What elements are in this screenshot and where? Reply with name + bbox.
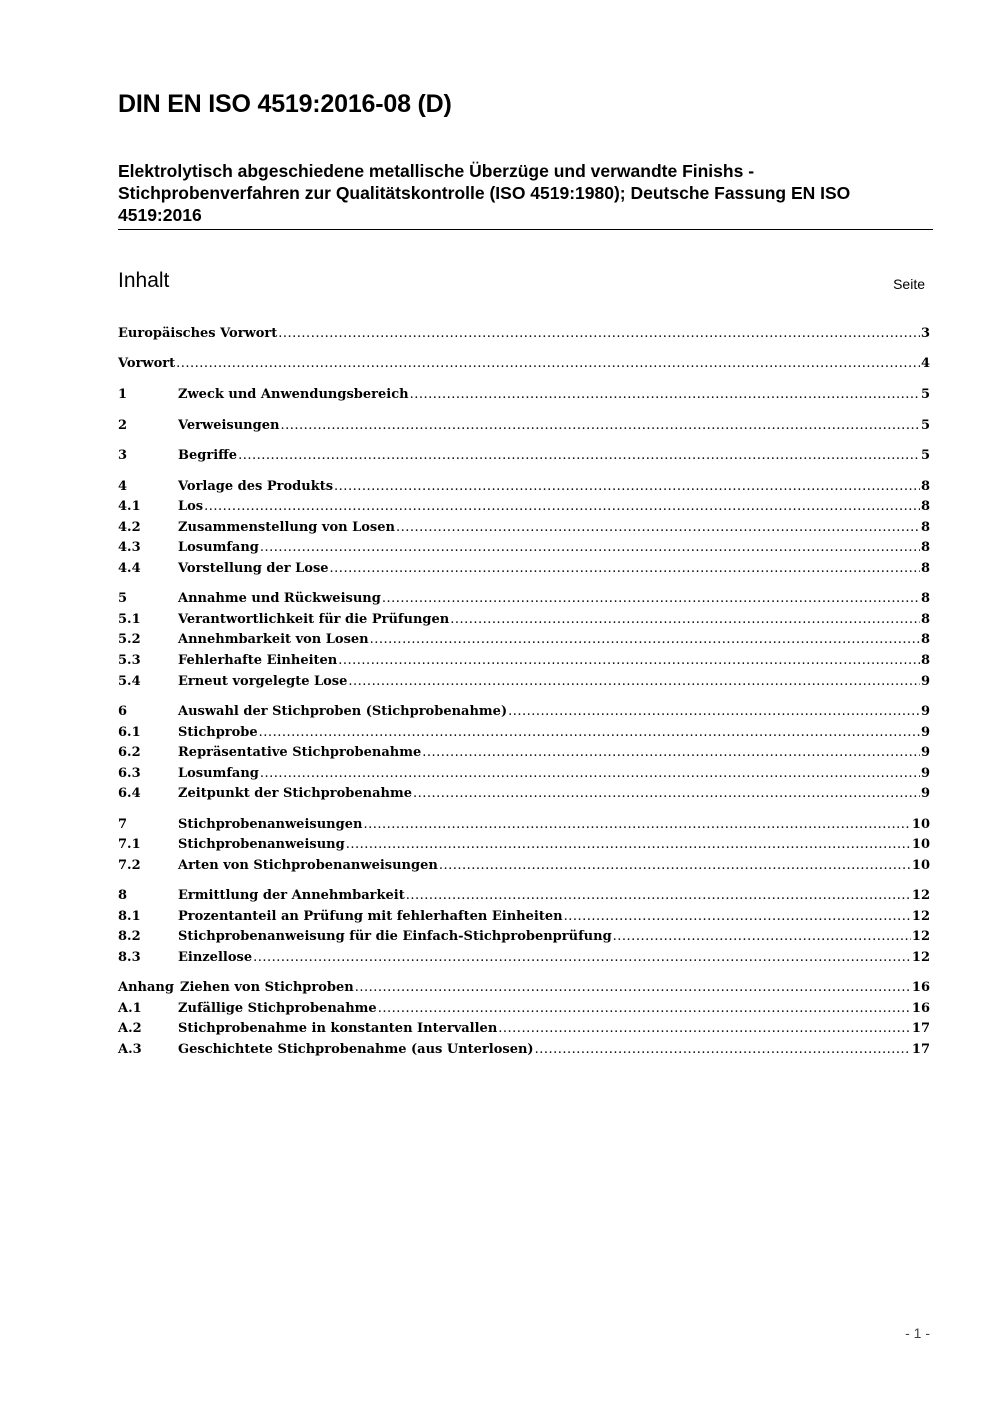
toc-entry-number: 6.2 [118, 745, 141, 760]
toc-entry-number: 7.1 [118, 837, 141, 852]
toc-entry-page: 8 [920, 632, 930, 647]
toc-entry[interactable] [118, 1001, 930, 1021]
footer-page-number: - 1 - [905, 1325, 930, 1341]
toc-entry-page: 8 [920, 653, 930, 668]
toc-entry-leader [382, 591, 920, 606]
toc-entry[interactable] [118, 1021, 930, 1041]
toc-entry-title: Arten von Stichprobenanweisungen [178, 858, 438, 873]
toc-entry-leader [260, 766, 920, 781]
toc-entry[interactable] [118, 766, 930, 786]
toc-entry-number: 8 [118, 888, 128, 903]
toc-entry-title: Stichprobenanweisung [178, 837, 345, 852]
toc-entry-title: Ziehen von Stichproben [179, 980, 354, 995]
toc-entry-page: 9 [920, 766, 930, 781]
toc-entry-title: Losumfang [178, 540, 259, 555]
toc-entry-number: A.3 [118, 1042, 142, 1057]
toc-entry-page: 8 [920, 499, 930, 514]
toc-entry-number: 7.2 [118, 858, 141, 873]
toc-entry-leader [330, 561, 920, 576]
toc-entry[interactable] [118, 418, 930, 438]
toc-entry-title: Verantwortlichkeit für die Prüfungen [178, 612, 450, 627]
toc-entry-page: 9 [920, 725, 930, 740]
toc-entry[interactable] [118, 950, 930, 970]
toc-entry-number: 4.4 [118, 561, 141, 576]
toc-entry-title: Repräsentative Stichprobenahme [178, 745, 422, 760]
toc-entry[interactable] [118, 980, 930, 1000]
toc-entry-number: 5.1 [118, 612, 141, 627]
toc-entry-number: 3 [118, 448, 128, 463]
toc-entry-title: Prozentanteil an Prüfung mit fehlerhaften Einheiten [178, 909, 563, 924]
toc-entry-leader [396, 520, 920, 535]
toc-entry-number: 6 [118, 704, 128, 719]
toc-entry-title: Annahme und Rückweisung [178, 591, 381, 606]
toc-entry-title: Einzellose [178, 950, 253, 965]
toc-entry-page: 5 [920, 387, 930, 402]
toc-entry[interactable] [118, 929, 930, 949]
toc-entry-page: 8 [920, 561, 930, 576]
toc-entry-page: 10 [911, 817, 930, 832]
toc-entry-title: Losumfang [178, 766, 259, 781]
toc-entry[interactable] [118, 858, 930, 878]
toc-entry-title: Erneut vorgelegte Lose [178, 674, 348, 689]
toc-entry[interactable] [118, 499, 930, 519]
toc-entry-number: 4.2 [118, 520, 141, 535]
toc-entry-page: 16 [911, 980, 930, 995]
document-title: DIN EN ISO 4519:2016-08 (D) [118, 90, 452, 118]
toc-entry-page: 8 [920, 479, 930, 494]
toc-entry-number: 5 [118, 591, 128, 606]
toc-entry-number: 7 [118, 817, 128, 832]
toc-entry-page: 5 [920, 418, 930, 433]
toc-entry-title: Ermittlung der Annehmbarkeit [178, 888, 405, 903]
toc-entry[interactable] [118, 520, 930, 540]
toc-entry[interactable] [118, 479, 930, 499]
toc-entry[interactable] [118, 674, 930, 694]
toc-entry-number: 8.1 [118, 909, 141, 924]
toc-entry[interactable] [118, 326, 930, 346]
toc-entry-title: Fehlerhafte Einheiten [178, 653, 338, 668]
toc-entry-title: Vorstellung der Lose [178, 561, 329, 576]
toc-entry[interactable] [118, 356, 930, 376]
toc-entry-leader [334, 479, 920, 494]
toc-entry-number: 5.4 [118, 674, 141, 689]
toc-entry-leader [413, 786, 920, 801]
toc-entry-number: 8.3 [118, 950, 141, 965]
toc-entry-page: 8 [920, 520, 930, 535]
toc-entry-page: 9 [920, 674, 930, 689]
toc-entry-number: Anhang [118, 980, 174, 995]
toc-entry-page: 17 [911, 1042, 930, 1057]
toc-entry-leader [410, 387, 920, 402]
toc-entry[interactable] [118, 786, 930, 806]
toc-heading: Inhalt [118, 269, 170, 292]
toc-entry-leader [346, 837, 911, 852]
toc-entry-page: 10 [911, 837, 930, 852]
toc-entry-leader [355, 980, 911, 995]
toc-entry-page: 8 [920, 612, 930, 627]
toc-entry[interactable] [118, 540, 930, 560]
toc-entry-page: 5 [920, 448, 930, 463]
toc-entry-leader [204, 499, 920, 514]
toc-entry-title: Europäisches Vorwort [118, 326, 278, 341]
toc-entry-leader [370, 632, 920, 647]
toc-entry[interactable] [118, 837, 930, 857]
toc-entry-title: Zusammenstellung von Losen [178, 520, 395, 535]
toc-entry-number: 4 [118, 479, 128, 494]
toc-entry-title: Los [178, 499, 204, 514]
toc-entry-title: Begriffe [178, 448, 238, 463]
toc-entry-leader [508, 704, 920, 719]
toc-entry-leader [348, 674, 920, 689]
toc-entry[interactable] [118, 1042, 930, 1062]
toc-entry-title: Stichprobenahme in konstanten Intervallen [178, 1021, 498, 1036]
toc-entry-leader [260, 540, 920, 555]
toc-entry-title: Geschichtete Stichprobenahme (aus Unterlosen) [178, 1042, 534, 1057]
toc-entry-leader [450, 612, 920, 627]
toc-entry-title: Verweisungen [178, 418, 280, 433]
toc-entry-number: 6.1 [118, 725, 141, 740]
toc-entry[interactable] [118, 704, 930, 724]
toc-entry-number: 5.3 [118, 653, 141, 668]
toc-entry-title: Vorwort [118, 356, 176, 371]
toc-entry-number: 4.1 [118, 499, 141, 514]
toc-entry-title: Stichprobe [178, 725, 258, 740]
toc-entry-leader [238, 448, 920, 463]
document-subtitle: Elektrolytisch abgeschiedene metallische Überzüge und verwandte Finishs - Stichprobenverfahren zur Qualitätskontrolle (ISO 4519:1980); Deutsche Fassung EN ISO 4519:2016 [118, 161, 851, 225]
toc-entry-page: 17 [911, 1021, 930, 1036]
toc-entry[interactable] [118, 448, 930, 468]
toc-entry-number: 1 [118, 387, 128, 402]
toc-entry-page: 8 [920, 540, 930, 555]
toc-entry-title: Vorlage des Produkts [178, 479, 334, 494]
toc-entry-leader [338, 653, 920, 668]
toc-entry-page: 9 [920, 786, 930, 801]
toc-entry-number: 5.2 [118, 632, 141, 647]
toc-entry[interactable] [118, 909, 930, 929]
toc-entry-leader [363, 817, 910, 832]
toc-entry-number: A.1 [118, 1001, 142, 1016]
toc-entry-leader [406, 888, 911, 903]
toc-entry-number: A.2 [118, 1021, 142, 1036]
toc-entry-page: 12 [911, 909, 930, 924]
toc-page-label: Seite [893, 276, 925, 292]
toc-entry-title: Annehmbarkeit von Losen [178, 632, 369, 647]
toc-entry-page: 8 [920, 591, 930, 606]
title-divider [118, 229, 933, 230]
toc-entry-leader [422, 745, 920, 760]
toc-entry-page: 12 [911, 929, 930, 944]
toc-entry[interactable] [118, 632, 930, 652]
toc-entry-page: 9 [920, 704, 930, 719]
toc-entry-page: 10 [911, 858, 930, 873]
toc-entry-title: Zeitpunkt der Stichprobenahme [178, 786, 412, 801]
toc-entry[interactable] [118, 725, 930, 745]
toc-entry-page: 16 [911, 1001, 930, 1016]
toc-entry-leader [564, 909, 911, 924]
toc-entry-title: Stichprobenanweisungen [178, 817, 363, 832]
toc-entry[interactable] [118, 591, 930, 611]
toc-entry-page: 12 [911, 888, 930, 903]
toc-entry-leader [280, 418, 920, 433]
toc-entry-page: 4 [920, 356, 930, 371]
toc-entry-title: Zweck und Anwendungsbereich [178, 387, 409, 402]
toc-entry[interactable] [118, 888, 930, 908]
toc-entry-number: 4.3 [118, 540, 141, 555]
toc-entry-page: 9 [920, 745, 930, 760]
toc-entry-title: Auswahl der Stichproben (Stichprobenahme) [178, 704, 508, 719]
toc-entry-leader [253, 950, 911, 965]
toc-entry-leader [535, 1042, 911, 1057]
toc-entry[interactable] [118, 387, 930, 407]
toc-entry[interactable] [118, 745, 930, 765]
toc-entry[interactable] [118, 817, 930, 837]
toc-entry-leader [176, 356, 920, 371]
toc-entry[interactable] [118, 612, 930, 632]
toc-entry-title: Zufällige Stichprobenahme [178, 1001, 377, 1016]
toc-entry-leader [278, 326, 920, 341]
toc-entry[interactable] [118, 561, 930, 581]
toc-entry-number: 6.3 [118, 766, 141, 781]
toc-entry-leader [259, 725, 920, 740]
toc-entry[interactable] [118, 653, 930, 673]
toc-entry-number: 8.2 [118, 929, 141, 944]
toc-entry-leader [439, 858, 911, 873]
toc-entry-page: 12 [911, 950, 930, 965]
toc-entry-number: 6.4 [118, 786, 141, 801]
toc-entry-leader [378, 1001, 911, 1016]
toc-entry-number: 2 [118, 418, 128, 433]
toc-entry-leader [613, 929, 911, 944]
toc-entry-page: 3 [920, 326, 930, 341]
toc-entry-title: Stichprobenanweisung für die Einfach-Stichprobenprüfung [178, 929, 612, 944]
toc-entry-leader [498, 1021, 911, 1036]
